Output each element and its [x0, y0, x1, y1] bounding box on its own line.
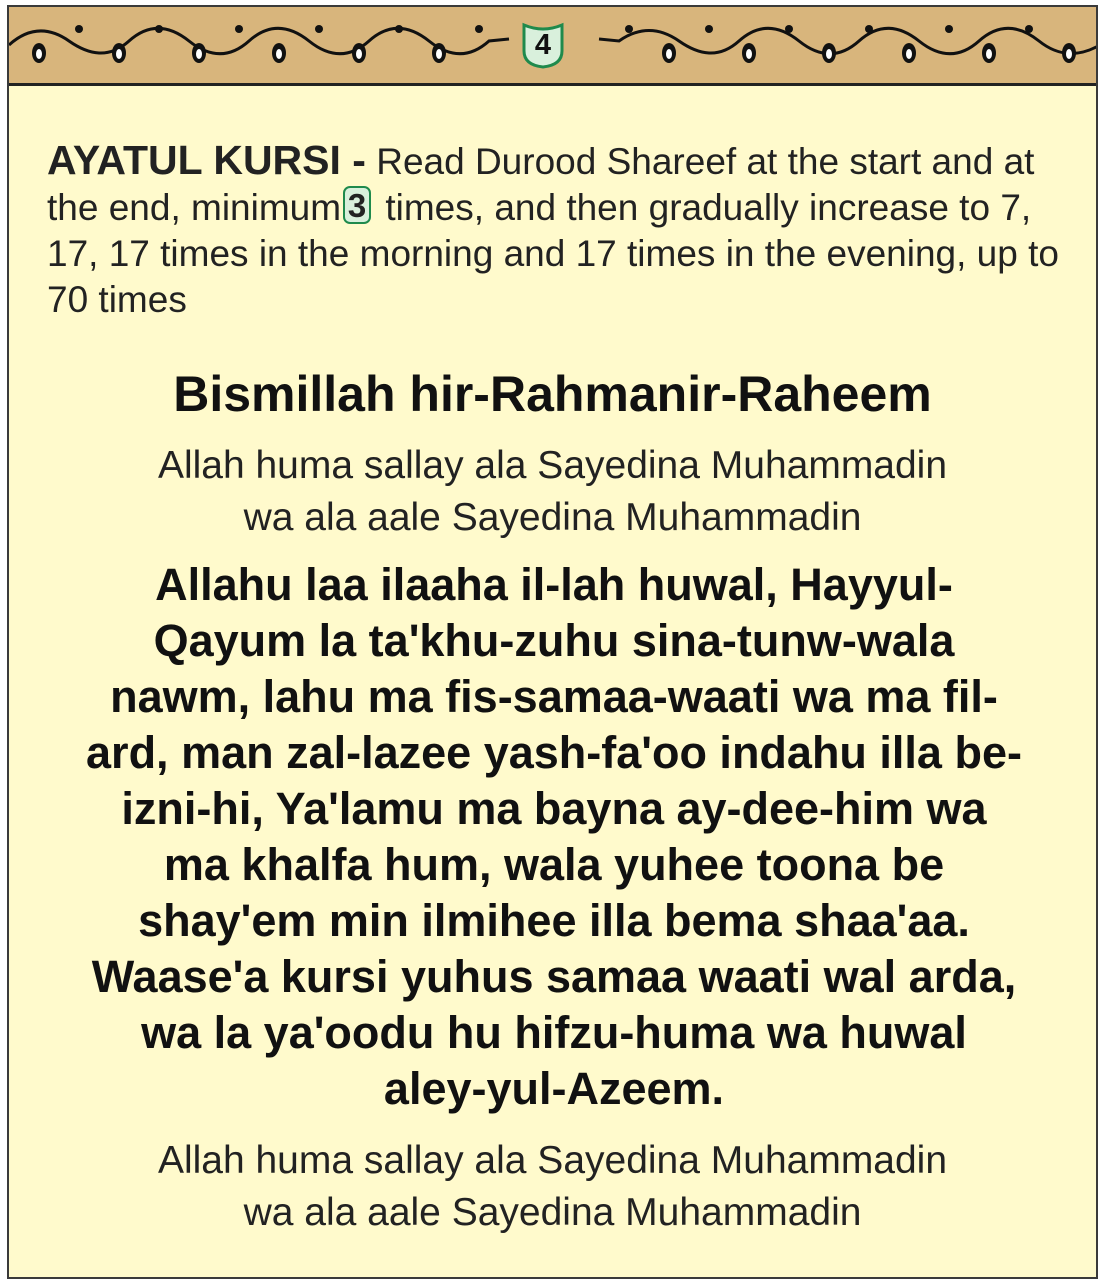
- basmala-heading: Bismillah hir-Rahmanir-Raheem: [173, 366, 932, 422]
- instructions-text-end: times, and then gradually increase to 7, 17, 17 times in the morning and 17 times in the evening, up to 70 times: [47, 187, 1059, 320]
- ayah-line: Qayum la ta'khu-zuhu sina-tunw-wala: [153, 615, 955, 666]
- ayah-line: ma khalfa hum, wala yuhee toona be: [163, 839, 945, 890]
- page-number: 4: [534, 29, 552, 61]
- ayah-line: nawm, lahu ma fis-samaa-waati wa ma fil-: [110, 671, 998, 722]
- section-title: AYATUL KURSI -: [47, 137, 366, 183]
- ayah-line: izni-hi, Ya'lamu ma bayna ay-dee-him wa: [121, 783, 987, 834]
- durood-closing: [9, 1135, 1096, 1239]
- durood-line-1: Allah huma sallay ala Sayedina Muhammadin: [157, 1139, 948, 1182]
- durood-opening: [9, 440, 1096, 544]
- durood-line-2: wa ala aale Sayedina Muhammadin: [243, 496, 862, 539]
- ayah-line: Waase'a kursi yuhus samaa waati wal arda,: [91, 951, 1017, 1002]
- ayah-line: wa la ya'oodu hu hifzu-huma wa huwal: [141, 1007, 967, 1058]
- ayah-line: Allahu laa ilaaha il-lah huwal, Hayyul-: [155, 559, 953, 610]
- page-number-badge: [520, 21, 566, 69]
- ayah-line: aley-yul-Azeem.: [383, 1063, 725, 1114]
- ayah-line: shay'em min ilmihee illa bema shaa'aa.: [138, 895, 970, 946]
- ayatul-kursi-text: [29, 557, 1079, 1117]
- instructions-paragraph: [47, 137, 1077, 323]
- ornamental-header: [9, 7, 1096, 86]
- durood-line-1: Allah huma sallay ala Sayedina Muhammadin: [157, 444, 948, 487]
- prayer-page: [7, 5, 1098, 1279]
- durood-line-2: wa ala aale Sayedina Muhammadin: [243, 1191, 862, 1234]
- count-badge: 3: [343, 186, 371, 224]
- ayah-line: ard, man zal-lazee yash-fa'oo indahu illa be-: [86, 727, 1022, 778]
- instructions-text-start: Read Durood Shareef at the start and at the end, minimum: [47, 141, 1035, 228]
